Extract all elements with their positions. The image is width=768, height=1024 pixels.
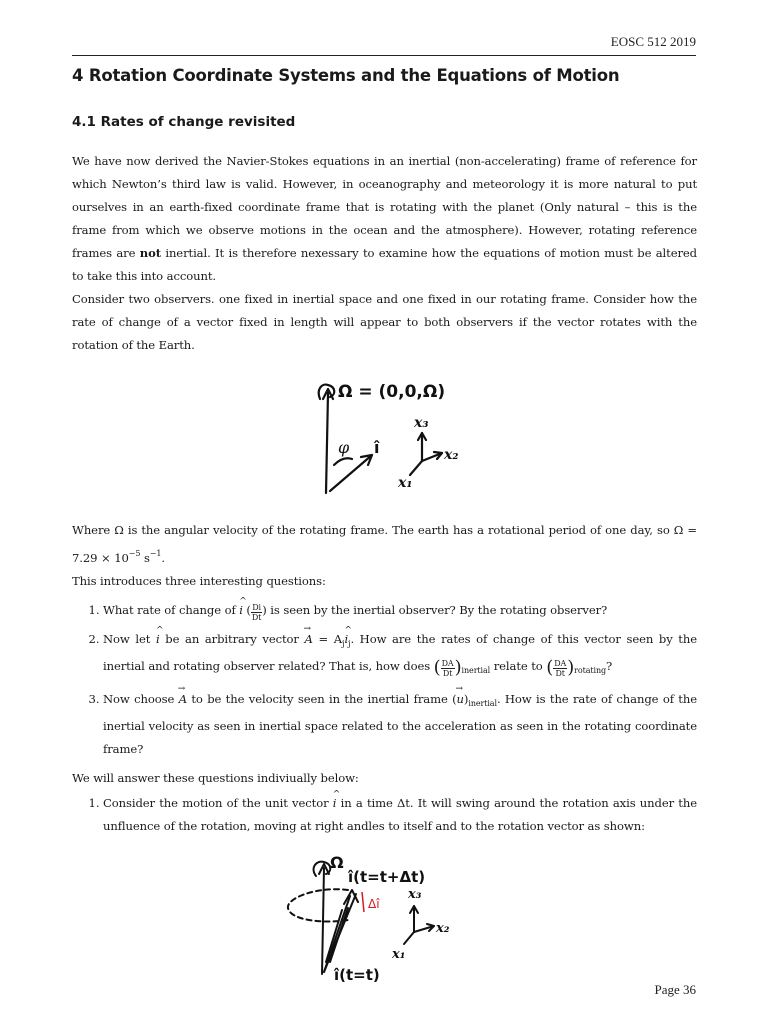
answers-list	[72, 792, 697, 838]
phi-arc	[334, 458, 352, 465]
ihat-label: î	[374, 438, 380, 457]
question-3: 3. Now choose → A to be the velocity seen in the inertial frame (→ $u)_{inertial}$. How is the rate of change of the inertial velocity as seen in inertial space related to the acceleration as seen in the rotating coordinate frame?	[103, 688, 697, 761]
omega-definition: Where Ω is the angular velocity of the rotating frame. The earth has a rotational period of one day, so $\Omega = 7.29 \times 10^{-5}$ $s^{-1}$.	[72, 523, 697, 565]
rotation-figure-2	[278, 850, 478, 988]
bold-not: not	[139, 246, 161, 260]
arrowhead	[344, 890, 358, 904]
subsection-title: 4.1 Rates of change revisited	[72, 114, 296, 130]
x1-label: x₁	[398, 475, 413, 491]
x2-label: x₂	[444, 447, 459, 463]
top-vector-label: î(t=t+Δt)	[348, 868, 426, 886]
answer-1: 1. Consider the motion of the unit vector ^ i in a time Δt. It will swing around the rotation axis under the unfluence of the rotation, moving at right andles to itself and to the rotation vector as shown:	[103, 792, 697, 838]
omega-label: Ω = (0,0,Ω)	[338, 382, 446, 402]
delta-bracket	[362, 892, 364, 912]
section-title: 4 Rotation Coordinate Systems and the Equations of Motion	[72, 66, 620, 85]
omega-label: Ω	[330, 853, 344, 872]
header-rule	[72, 55, 696, 56]
page-number: Page 36	[654, 982, 696, 997]
delta-ihat-label: Δî	[368, 897, 380, 911]
x1-label: x₁	[392, 947, 406, 962]
rotation-axis	[326, 393, 328, 493]
rotation-figure-1	[314, 373, 484, 497]
intro-paragraph-1: We have now derived the Navier-Stokes equations in an inertial (non-accelerating) frame of reference for which Newton’s third law is valid. However, in oceanography and meteorology it is more natural to put ourselves in an earth-fixed coordinate frame that is rotating with the planet (Only natural – this is the frame from which we observe motions in the ocean and the atmosphere). However, rotating reference frames are not inertial. It is therefore nexessary to examine how the equations of motion must be altered to take this into account.	[72, 154, 697, 283]
questions-list	[72, 599, 697, 761]
ihat-vector	[330, 455, 372, 491]
x2-label: x₂	[436, 921, 450, 936]
arrow-fill-2	[330, 908, 348, 962]
x1-axis	[404, 932, 414, 944]
question-1: 1. What rate of change of ^ i ( $\frac{Di}{Dt}$ ) is seen by the inertial observer? By the rotating observer?	[103, 599, 697, 622]
page-content	[72, 66, 697, 988]
rotation-axis	[322, 868, 324, 974]
questions-intro: This introduces three interesting questions:	[72, 574, 326, 588]
x1-axis	[410, 461, 422, 475]
answers-intro: We will answer these questions indiviually below:	[72, 771, 359, 785]
header-title: EOSC 512 2019	[610, 34, 696, 49]
x3-label: x₃	[414, 415, 429, 431]
x3-label: x₃	[408, 887, 422, 902]
intro-paragraph-2: Consider two observers. one fixed in inertial space and one fixed in our rotating frame. Consider how the rate of change of a vector fixed in length will appear to both observers if the vector rotates with the rotation of the Earth.	[72, 292, 697, 352]
phi-label: φ	[338, 438, 350, 457]
bottom-vector-label: î(t=t)	[334, 966, 380, 984]
question-2: 2. Now let ^ i be an arbitrary vector → $A = A_j\^{}$ $i_j$. How are the rates of change of this vector seen by the inertial and rotating observer related? That is, how does ( $\frac{DA}{Dt}$ )$_{inertial}$ relate to ( $\frac{DA}{Dt}$ )$_{rotating}$?	[103, 628, 697, 682]
